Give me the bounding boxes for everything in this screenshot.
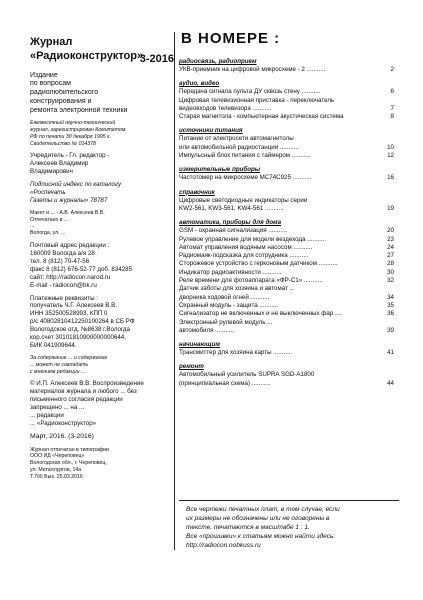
toc-entry[interactable] bbox=[179, 269, 394, 277]
toc-section bbox=[179, 80, 394, 121]
toc-entry-page bbox=[380, 197, 394, 205]
toc-section bbox=[179, 363, 394, 388]
toc-entry-page: 12 bbox=[387, 152, 394, 160]
postal-address: Почтовый адрес редакции : 160009 Вологда а/я 28 тел. 8 (812) 70-47-56 факс 8 (812) 676-52-77 доб. 834285 сайт: http://radiocon.narod.ru E-mail - radiocon@bk.ru bbox=[30, 242, 170, 290]
toc-entry[interactable] bbox=[179, 66, 394, 74]
toc-entry-title: Передача сигнала пульта ДУ сквозь стену ........... bbox=[179, 88, 321, 96]
toc-entry-title: Сторожевое устройство с герконовым датчиком ........... bbox=[179, 260, 338, 268]
toc-entry-title: Цифровые светодиодные индикаторы серии bbox=[179, 196, 308, 204]
toc-entry[interactable] bbox=[179, 236, 394, 244]
toc-entry-title: Рулевое управление для модели вездехода ........... bbox=[179, 235, 327, 243]
founder-info: Учредитель - Гл. редактор - Алексеев Владимир Владимирович bbox=[30, 152, 110, 176]
toc-entry[interactable] bbox=[179, 327, 394, 335]
firmware-link[interactable]: http://radiocon.nobkuss.ru bbox=[186, 542, 261, 549]
toc-section-title: аудио, видео bbox=[179, 80, 220, 88]
toc-section-title: автоматика, приборы для дома bbox=[179, 219, 282, 227]
toc-entry[interactable] bbox=[179, 88, 394, 96]
toc-entry-page: 2 bbox=[390, 66, 394, 73]
toc-entry-page: 30 bbox=[387, 268, 394, 276]
website-link[interactable]: сайт: http://radiocon.narod.ru bbox=[30, 273, 111, 281]
email-link[interactable]: E-mail - radiocon@bk.ru bbox=[30, 281, 97, 289]
toc-entry-title: автомобиля ........... bbox=[179, 326, 235, 334]
toc-entry-title: Индикатор радиоактивности ........... bbox=[179, 268, 282, 276]
toc-entry-title: Радиомаяк-подсказка для сотрудника ........... bbox=[179, 252, 309, 260]
toc-entry-page: 23 bbox=[387, 235, 394, 243]
toc-entry-page bbox=[380, 135, 394, 143]
toc-entry[interactable] bbox=[179, 380, 394, 388]
toc-entry-title: УКВ-приемник на цифровой микросхеме - 2 ........... bbox=[179, 66, 326, 73]
toc-entry-page bbox=[380, 97, 394, 105]
note-divider bbox=[179, 500, 399, 501]
toc-entry-title: Охранный модуль - защита ........... bbox=[179, 301, 279, 309]
toc-entry-title: Трансмиттер для хозяина карты ........... bbox=[179, 349, 293, 357]
toc-section bbox=[179, 341, 394, 357]
journal-title: Журнал «Радиоконструктор» 3-2016 bbox=[30, 36, 174, 65]
toc-entry-page: 36 bbox=[387, 310, 394, 318]
toc-entry[interactable] bbox=[179, 349, 394, 357]
toc-entry[interactable] bbox=[179, 174, 394, 182]
toc-section-title: источники питания bbox=[179, 127, 243, 135]
registration-info: Ежемесячный научно-технический журнал, зарегистрирован Комитетом РФ по печати 30 декабря 1995 г. Свидетельство № 014378 bbox=[30, 120, 126, 147]
toc-entry-title: Старая магнитола - компьютерная акустическая система bbox=[179, 113, 344, 121]
toc-entry-title: (принципиальная схема) ........... bbox=[179, 379, 271, 387]
toc-entry-title: Сигнализатор не включенных и не выключенных фар .... bbox=[179, 310, 342, 318]
toc-entry-page: 28 bbox=[387, 260, 394, 268]
toc-entry[interactable] bbox=[179, 227, 394, 235]
toc-entry-title: Электронный рулевой модуль ... bbox=[179, 318, 273, 326]
payment-details: Платежные реквизиты : получатель Ч.Г. Алексеев В.В. ИНН 352500528993, КПП 0 р/с 40802810412250100264 в СБ РФ Вологодское отд. №8638 г.Вологда кор.счет 30101810900000000644, БИК 041909644. bbox=[30, 294, 135, 350]
toc-entry-title: GSM - охранная сигнализация ........... bbox=[179, 227, 288, 235]
disclaimer: За содержание ... и содержание ... может не совпадать с мнением редакции ... bbox=[30, 355, 108, 375]
toc-entry-page: 24 bbox=[387, 243, 394, 251]
toc-entry-title: Импульсный блок питания с таймером ........... bbox=[179, 152, 311, 160]
toc-entry[interactable] bbox=[179, 302, 394, 310]
toc-entry-page: 27 bbox=[387, 252, 394, 260]
toc-section bbox=[179, 127, 394, 160]
toc-entry-page: 41 bbox=[387, 349, 394, 357]
toc-entry[interactable] bbox=[179, 152, 394, 160]
toc-section bbox=[179, 166, 394, 182]
toc-entry-page: 19 bbox=[387, 204, 394, 212]
toc-sections bbox=[179, 58, 394, 388]
toc-entry-page: 32 bbox=[387, 277, 394, 285]
toc-section-title: ремонт bbox=[179, 363, 204, 371]
issue-number: 3-2016 bbox=[139, 53, 174, 65]
toc-entry[interactable] bbox=[179, 319, 394, 327]
toc-section-title: справочник bbox=[179, 188, 215, 196]
toc-entry[interactable] bbox=[179, 252, 394, 260]
toc-entry-title: Автомат управления водяным насосом ........... bbox=[179, 243, 313, 251]
toc-entry[interactable] bbox=[179, 97, 394, 105]
toc-entry[interactable] bbox=[179, 277, 394, 285]
toc-section bbox=[179, 189, 394, 214]
toc-entry[interactable] bbox=[179, 144, 394, 152]
toc-entry-page: 6 bbox=[390, 88, 394, 96]
toc-entry[interactable] bbox=[179, 371, 394, 379]
toc-entry-title: Цифровая телевизионная приставка - переключатель bbox=[179, 96, 335, 104]
table-of-contents bbox=[179, 30, 394, 394]
journal-description: Издание по вопросам радиолюбительского конструирования и ремонта электронной техники bbox=[30, 71, 128, 114]
toc-entry-page bbox=[380, 371, 394, 379]
toc-entry-page: 16 bbox=[387, 174, 394, 182]
print-info: Журнал отпечатан в типографии ООО ИД «Череповец» Вологодская обл., г. Череповец, ул. Металлургов, 14а Т.700 Вых. 25.03.2016 bbox=[30, 446, 109, 480]
toc-section-title: измерительные приборы bbox=[179, 166, 261, 174]
toc-entry[interactable] bbox=[179, 205, 394, 213]
toc-entry-page: 20 bbox=[387, 227, 394, 235]
toc-heading: В НОМЕРЕ : bbox=[181, 30, 281, 47]
toc-entry-title: Датчик заботы для хозяина и автомат ... bbox=[179, 285, 295, 293]
masthead bbox=[30, 36, 174, 480]
toc-entry-title: Питание от электросети автомагнитолы bbox=[179, 135, 294, 143]
toc-section-title: радиосвязь, радиоприем bbox=[179, 58, 257, 65]
layout-credits: Макет и ... - А.В. Алексеев В.В. Отпечатано в ... ... Вологда, ул. ... bbox=[30, 209, 105, 237]
toc-entry[interactable] bbox=[179, 113, 394, 121]
column-divider bbox=[174, 32, 175, 550]
toc-entry[interactable] bbox=[179, 105, 394, 113]
toc-entry-page: 10 bbox=[387, 143, 394, 151]
toc-section bbox=[179, 219, 394, 335]
toc-section bbox=[179, 58, 394, 74]
toc-entry-page bbox=[380, 319, 394, 327]
toc-entry-title: Автомобильный усилитель SUPRA SGD-A1800 bbox=[179, 371, 315, 379]
toc-entry[interactable] bbox=[179, 310, 394, 318]
toc-entry-title: или автомобильной радиостанции ........... bbox=[179, 143, 299, 151]
toc-entry[interactable] bbox=[179, 197, 394, 205]
toc-entry-title: Частотомер на микросхеме MC74C925 ........... bbox=[179, 174, 312, 182]
footnote: Все чертежи печатных плат, в том случае, если их размеры не обозначены или не оговорены в тексте, печатаются в масштабе 1 : 1. Все «прошивки» к статьям можно найти здесь: http://radiocon.nobkuss.ru bbox=[186, 505, 398, 550]
subscription-index: Подписной индекс по каталогу «Роспечать Газеты и журналы» 78787 bbox=[30, 181, 122, 204]
toc-entry-page: 34 bbox=[387, 293, 394, 301]
toc-entry[interactable] bbox=[179, 260, 394, 268]
toc-entry-page: 35 bbox=[387, 301, 394, 309]
toc-entry-title: KW2-561, KW3-561, KW4-561 ........... bbox=[179, 204, 284, 212]
toc-entry-page: 7 bbox=[390, 104, 394, 112]
toc-entry-page: 44 bbox=[387, 379, 394, 387]
toc-entry-page bbox=[380, 285, 394, 293]
toc-entry-title: видеовходов телевизора ........... bbox=[179, 104, 272, 112]
toc-entry[interactable] bbox=[179, 285, 394, 293]
toc-entry[interactable] bbox=[179, 135, 394, 143]
toc-entry[interactable] bbox=[179, 244, 394, 252]
toc-entry-title: Реле времени для фотоаппарата «ФР-С1» ........... bbox=[179, 277, 323, 285]
toc-entry-page: 8 bbox=[390, 113, 394, 121]
toc-section-title: начинающим bbox=[179, 341, 221, 349]
toc-entry-title: дворника ходовой огней ........... bbox=[179, 293, 270, 301]
copyright-notice: © И.П. Алексеев В.В. Воспроизведение материалов журнала и любого ... без письменного согласия редакции запрещено ... на ... ... редакции ... «Радиоконструктор» bbox=[30, 380, 144, 427]
toc-entry-page: 39 bbox=[387, 326, 394, 334]
toc-entry[interactable] bbox=[179, 294, 394, 302]
issue-date: Март, 2016. (3-2016) bbox=[30, 432, 94, 440]
